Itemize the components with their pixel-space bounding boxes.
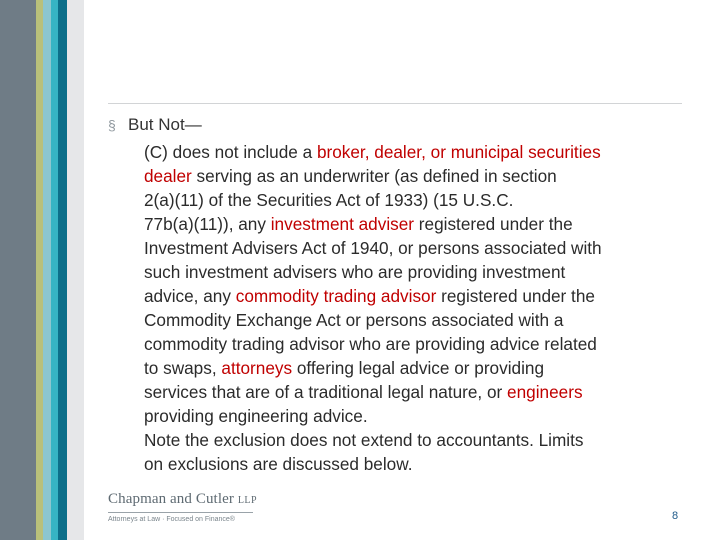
body-line xyxy=(144,164,690,188)
note-text: Note the exclusion does not extend to accountants. Limits xyxy=(144,430,584,450)
firm-logo xyxy=(108,490,268,526)
body-line xyxy=(144,404,690,428)
body-line xyxy=(144,284,690,308)
stripe-light-gray xyxy=(67,0,84,540)
highlight-term: attorneys xyxy=(221,358,293,378)
body-line xyxy=(144,140,690,164)
body-text: to swaps, xyxy=(144,358,222,378)
body-text: Investment Advisers Act of 1940, or persons associated with xyxy=(144,238,602,258)
stripe-olive xyxy=(36,0,43,540)
body-line xyxy=(144,260,690,284)
body-text: advice, any xyxy=(144,286,236,306)
firm-tagline: Attorneys at Law · Focused on Finance® xyxy=(108,516,235,523)
body-text: 2(a)(11) of the Securities Act of 1933) (15 U.S.C. xyxy=(144,190,514,210)
body-line xyxy=(144,332,690,356)
note-line xyxy=(144,452,690,476)
note-line xyxy=(144,428,690,452)
body-text: (C) does not include a xyxy=(144,142,317,162)
bullet-heading xyxy=(108,114,202,136)
body-line xyxy=(144,308,690,332)
body-text: serving as an underwriter (as defined in section xyxy=(191,166,557,186)
body-text: services that are of a traditional legal nature, or xyxy=(144,382,508,402)
body-text: providing engineering advice. xyxy=(144,406,368,426)
highlight-term: investment adviser xyxy=(270,214,415,234)
highlight-term: broker, dealer, or municipal securities xyxy=(316,142,601,162)
body-text: offering legal advice or providing xyxy=(292,358,545,378)
firm-logo-wordmark xyxy=(108,490,268,510)
body-text: registered under the xyxy=(414,214,573,234)
body-text: registered under the xyxy=(436,286,595,306)
body-text: Commodity Exchange Act or persons associated with a xyxy=(144,310,564,330)
body-line xyxy=(144,356,690,380)
stripe-light-teal xyxy=(43,0,51,540)
bullet-heading-text: But Not— xyxy=(128,115,202,134)
stripe-gray xyxy=(0,0,36,540)
body-text: such investment advisers who are providing investment xyxy=(144,262,566,282)
body-line xyxy=(144,188,690,212)
body-line xyxy=(144,236,690,260)
bullet-icon: § xyxy=(108,117,116,133)
decorative-side-stripes xyxy=(0,0,84,540)
firm-suffix: LLP xyxy=(237,495,258,506)
highlight-term: commodity trading advisor xyxy=(235,286,437,306)
highlight-term: dealer xyxy=(144,166,192,186)
note-text: on exclusions are discussed below. xyxy=(144,454,413,474)
logo-divider xyxy=(108,512,253,513)
body-text: commodity trading advisor who are providing advice related xyxy=(144,334,597,354)
highlight-term: engineers xyxy=(507,382,583,402)
title-divider xyxy=(108,103,682,104)
body-line xyxy=(144,380,690,404)
page-number: 8 xyxy=(672,510,679,522)
body-text: 77b(a)(11)), any xyxy=(144,214,271,234)
stripe-teal xyxy=(51,0,58,540)
stripe-dark-teal xyxy=(58,0,67,540)
body-line xyxy=(144,212,690,236)
firm-name: Chapman and Cutler xyxy=(108,491,234,507)
slide-body xyxy=(144,140,690,476)
